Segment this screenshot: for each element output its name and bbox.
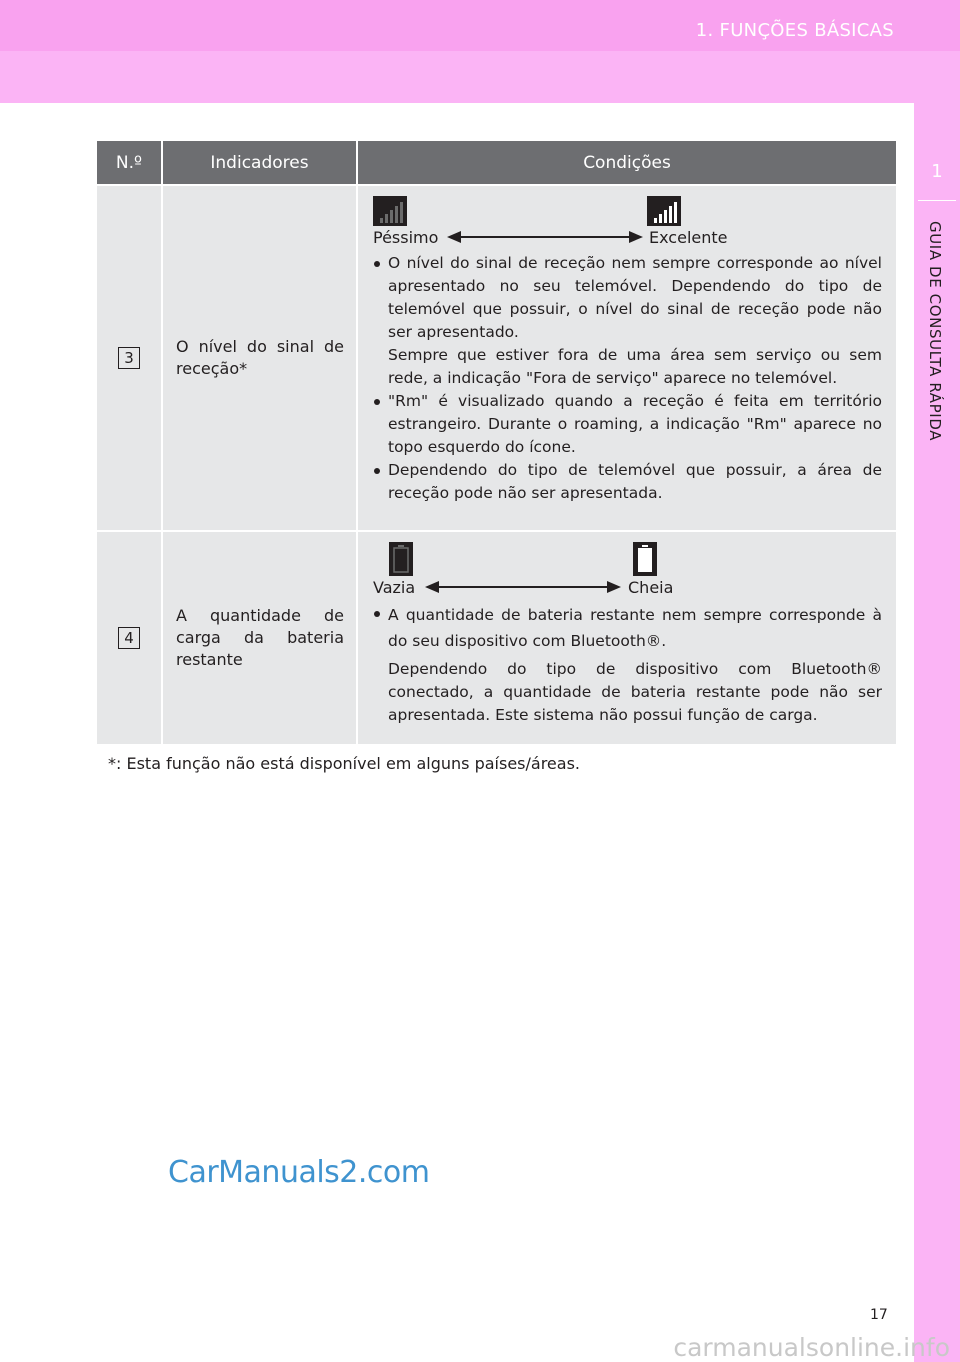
list-item — [373, 252, 882, 390]
scale-low-label: Vazia — [373, 578, 416, 597]
header-indicators: Indicadores — [163, 141, 358, 184]
conditions-cell — [358, 186, 896, 530]
tab-divider — [918, 200, 956, 201]
battery-empty-icon — [389, 542, 413, 576]
table-header — [97, 141, 896, 184]
indicator-table — [97, 141, 896, 744]
list-item — [373, 459, 882, 505]
site-url[interactable]: carmanualsonline.info — [673, 1333, 950, 1362]
chapter-number: 1 — [931, 161, 943, 182]
header-band — [0, 0, 960, 103]
battery-icons — [373, 542, 882, 576]
chapter-title: GUIA DE CONSULTA RÁPIDA — [926, 221, 944, 442]
scale-high-label: Cheia — [628, 578, 674, 597]
note-text: "Rm" é visualizado quando a receção é feita em território estrangeiro. Durante o roaming, a indicação "Rm" aparece no topo esquerdo do ícone. — [388, 392, 882, 456]
conditions-list — [373, 252, 882, 505]
footnote: *: Esta função não está disponível em alguns países/áreas. — [108, 754, 580, 773]
table-row — [97, 530, 896, 744]
battery-scale — [373, 576, 882, 600]
indicator-label: O nível do sinal de receção* — [176, 337, 344, 378]
note-text: A quantidade de bateria restante nem sempre corresponde à do seu dispositivo com Bluetooth®. — [388, 606, 882, 650]
row-number-cell — [97, 532, 163, 744]
note-text: O nível do sinal de receção nem sempre corresponde ao nível apresentado no seu telemóvel. Dependendo do tipo de telemóvel que possuir, o nível do sinal de receção pode não ser apresentado. — [388, 254, 882, 341]
double-arrow-icon — [447, 231, 643, 243]
conditions-cell — [358, 532, 896, 744]
note-text: Dependendo do tipo de telemóvel que possuir, a área de receção pode não ser apresentada. — [388, 461, 882, 502]
table-row — [97, 184, 896, 530]
list-item — [373, 602, 882, 727]
row-number-box: 4 — [118, 627, 140, 649]
list-item — [373, 390, 882, 459]
note-extra: Dependendo do tipo de dispositivo com Bluetooth® conectado, a quantidade de bateria restante pode não ser apresentada. Este sistema não possui função de carga. — [388, 660, 882, 724]
header-conditions: Condições — [583, 152, 671, 173]
indicator-cell — [163, 532, 358, 744]
signal-scale — [373, 226, 882, 250]
signal-strong-icon — [647, 196, 681, 226]
conditions-list — [373, 602, 882, 727]
page-number: 17 — [870, 1307, 888, 1323]
scale-high-label: Excelente — [649, 228, 728, 247]
note-extra: Sempre que estiver fora de uma área sem serviço ou sem rede, a indicação "Fora de serviço" aparece no telemóvel. — [388, 346, 882, 387]
section-title: 1. FUNÇÕES BÁSICAS — [695, 20, 894, 41]
row-number-cell — [97, 186, 163, 530]
double-arrow-icon — [425, 581, 621, 593]
indicator-cell — [163, 186, 358, 530]
header-number: N.º — [97, 141, 163, 184]
watermark-logo: CarManuals2.com — [168, 1155, 430, 1190]
chapter-side-tab[interactable] — [914, 103, 960, 1362]
signal-weak-icon — [373, 196, 407, 226]
scale-low-label: Péssimo — [373, 228, 439, 247]
battery-full-icon — [633, 542, 657, 576]
signal-icons — [373, 196, 882, 226]
indicator-label: A quantidade de carga da bateria restante — [176, 606, 344, 669]
row-number-box: 3 — [118, 347, 140, 369]
